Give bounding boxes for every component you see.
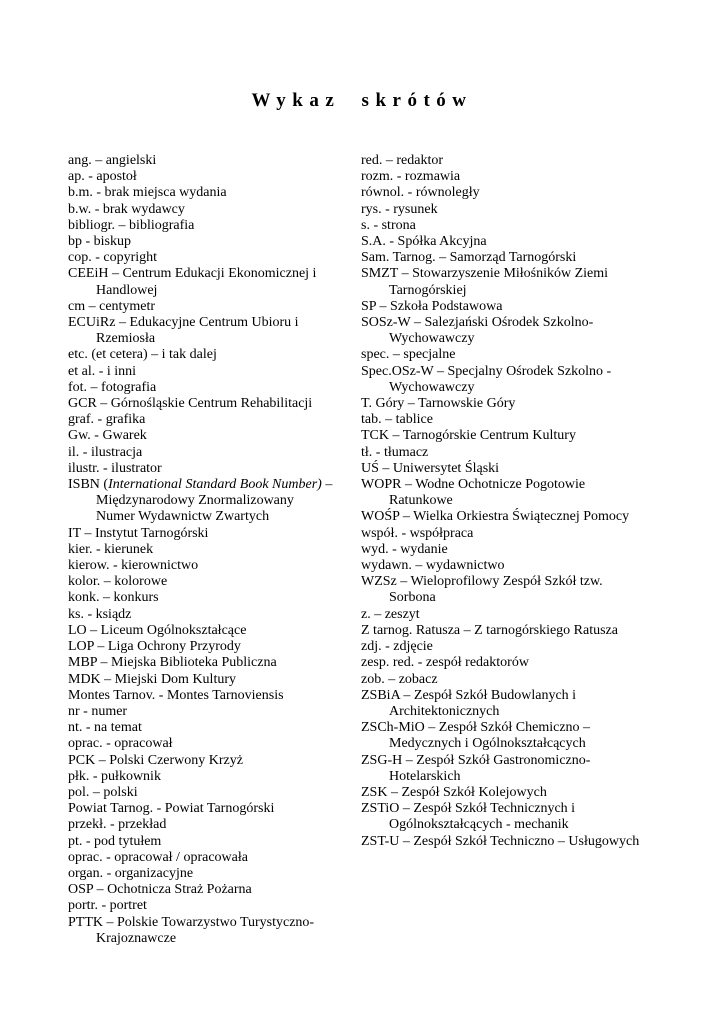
- abbreviation-entry: pol. – polski: [68, 784, 138, 800]
- abbreviation-entry: LO – Liceum Ogólnokształcące: [68, 622, 247, 638]
- abbreviation-entry: zesp. red. - zespół redaktorów: [361, 655, 529, 671]
- abbreviation-entry: GCR – Górnośląskie Centrum Rehabilitacji: [68, 396, 313, 412]
- abbreviation-entry: SP – Szkoła Podstawowa: [361, 298, 503, 314]
- abbreviation-entry: et al. - i inni: [68, 363, 137, 379]
- abbreviation-entry: Sam. Tarnog. – Samorząd Tarnogórski: [361, 250, 577, 266]
- abbreviation-entry: il. - ilustracja: [68, 444, 143, 460]
- abbreviation-entry: zdj. - zdjęcie: [361, 639, 433, 655]
- abbreviation-entry: wyd. - wydanie: [361, 541, 448, 557]
- abbreviation-entry: fot. – fotografia: [68, 379, 157, 395]
- abbreviation-entry: pt. - pod tytułem: [68, 833, 162, 849]
- abbreviation-entry: oprac. - opracował: [68, 736, 173, 752]
- abbreviation-entry: nt. - na temat: [68, 720, 142, 736]
- isbn-suffix: – Międzynarodowy Znormalizowany Numer Wydawnictw Zwartych: [96, 477, 333, 525]
- abbreviation-entry: graf. - grafika: [68, 412, 146, 428]
- abbreviation-entry: WOŚP – Wielka Orkiestra Świątecznej Pomocy: [361, 509, 630, 525]
- abbreviation-entry: kolor. – kolorowe: [68, 574, 168, 590]
- abbreviation-entry: bp - biskup: [68, 234, 131, 250]
- abbreviation-entry: kierow. - kierownictwo: [68, 558, 199, 574]
- abbreviation-entry: ap. - apostoł: [68, 169, 137, 185]
- abbreviation-entry: PCK – Polski Czerwony Krzyż: [68, 752, 243, 768]
- abbreviation-entry: SMZT – Stowarzyszenie Miłośników Ziemi Tarnogórskiej: [361, 266, 609, 298]
- abbreviation-entry: konk. – konkurs: [68, 590, 159, 606]
- abbreviation-list-right: [361, 153, 691, 850]
- abbreviation-entry: cop. - copyright: [68, 250, 158, 266]
- abbreviation-entry: Gw. - Gwarek: [68, 428, 147, 444]
- abbreviation-entry: MBP – Miejska Biblioteka Publiczna: [68, 655, 277, 671]
- abbreviation-entry: etc. (et cetera) – i tak dalej: [68, 347, 217, 363]
- abbreviation-entry: płk. - pułkownik: [68, 768, 161, 784]
- abbreviation-entry: ZSK – Zespół Szkół Kolejowych: [361, 784, 547, 800]
- abbreviation-entry: S.A. - Spółka Akcyjna: [361, 234, 487, 250]
- abbreviation-entry: b.m. - brak miejsca wydania: [68, 185, 227, 201]
- isbn-italic: International Standard Book Number): [108, 477, 322, 493]
- abbreviation-entry: Spec.OSz-W – Specjalny Ośrodek Szkolno - Wychowawczy: [361, 363, 612, 395]
- abbreviation-entry: równol. - równoległy: [361, 185, 480, 201]
- abbreviation-entry: tab. – tablice: [361, 412, 433, 428]
- abbreviation-entry: MDK – Miejski Dom Kultury: [68, 671, 236, 687]
- abbreviation-entry: z. – zeszyt: [361, 606, 420, 622]
- abbreviation-entry: b.w. - brak wydawcy: [68, 201, 185, 217]
- abbreviation-entry: ZST-U – Zespół Szkół Techniczno – Usługowych: [361, 833, 640, 849]
- abbreviation-entry: oprac. - opracował / opracowała: [68, 849, 248, 865]
- abbreviation-entry: UŚ – Uniwersytet Śląski: [361, 460, 500, 476]
- abbreviation-entry: red. – redaktor: [361, 153, 444, 168]
- isbn-prefix: ISBN (: [68, 477, 109, 493]
- abbreviation-entry: s. - strona: [361, 217, 416, 233]
- abbreviation-entry: zob. – zobacz: [361, 671, 438, 687]
- abbreviation-entry: ZSG-H – Zespół Szkół Gastronomiczno- Hotelarskich: [361, 752, 591, 784]
- abbreviation-entry: LOP – Liga Ochrony Przyrody: [68, 639, 241, 655]
- abbreviation-entry: spec. – specjalne: [361, 347, 456, 363]
- abbreviation-entry: SOSz-W – Salezjański Ośrodek Szkolno- Wychowawczy: [361, 315, 594, 347]
- abbreviation-entry: ZSTiO – Zespół Szkół Technicznych i Ogólnokształcących - mechanik: [361, 801, 576, 833]
- abbreviation-entry: tł. - tłumacz: [361, 444, 429, 460]
- abbreviation-entry: ZSCh-MiO – Zespół Szkół Chemiczno – Medycznych i Ogólnokształcących: [361, 720, 591, 752]
- abbreviation-entry: nr - numer: [68, 703, 128, 719]
- abbreviation-entry: Powiat Tarnog. - Powiat Tarnogórski: [68, 801, 275, 817]
- abbreviation-entry: portr. - portret: [68, 898, 147, 914]
- abbreviation-entry: ZSBiA – Zespół Szkół Budowlanych i Architektonicznych: [361, 687, 577, 719]
- abbreviation-entry: OSP – Ochotnicza Straż Pożarna: [68, 882, 252, 898]
- abbreviation-entry: organ. - organizacyjne: [68, 865, 194, 881]
- abbreviation-entry: cm – centymetr: [68, 298, 156, 314]
- page-title: Wykaz skrótów: [251, 90, 473, 111]
- abbreviation-entry: IT – Instytut Tarnogórski: [68, 525, 209, 541]
- abbreviation-entry: ECUiRz – Edukacyjne Centrum Ubioru i Rzemiosła: [68, 315, 299, 347]
- abbreviation-entry: WZSz – Wieloprofilowy Zespół Szkół tzw. Sorbona: [361, 574, 603, 606]
- abbreviation-entry: kier. - kierunek: [68, 541, 154, 557]
- abbreviation-entry: CEEiH – Centrum Edukacji Ekonomicznej i Handlowej: [68, 266, 317, 298]
- abbreviation-entry: TCK – Tarnogórskie Centrum Kultury: [361, 428, 576, 444]
- abbreviation-entry: rys. - rysunek: [361, 201, 438, 217]
- abbreviation-entry: wydawn. – wydawnictwo: [361, 558, 505, 574]
- abbreviation-entry: PTTK – Polskie Towarzystwo Turystyczno- Krajoznawcze: [68, 914, 315, 946]
- abbreviation-entry: T. Góry – Tarnowskie Góry: [361, 396, 516, 412]
- abbreviation-entry: ilustr. - ilustrator: [68, 460, 162, 476]
- abbreviation-list-left: [68, 153, 348, 947]
- abbreviation-entry: Montes Tarnov. - Montes Tarnoviensis: [68, 687, 284, 703]
- abbreviation-entry: przekł. - przekład: [68, 817, 167, 833]
- abbreviation-entry: [68, 477, 348, 526]
- abbreviation-entry: rozm. - rozmawia: [361, 169, 461, 185]
- abbreviation-entry: ks. - ksiądz: [68, 606, 132, 622]
- abbreviation-entry: ang. – angielski: [68, 153, 157, 168]
- abbreviation-entry: bibliogr. – bibliografia: [68, 217, 195, 233]
- abbreviation-entry: współ. - współpraca: [361, 525, 474, 541]
- abbreviation-entry: Z tarnog. Ratusza – Z tarnogórskiego Ratusza: [361, 622, 618, 638]
- abbreviation-entry: WOPR – Wodne Ochotnicze Pogotowie Ratunkowe: [361, 477, 586, 509]
